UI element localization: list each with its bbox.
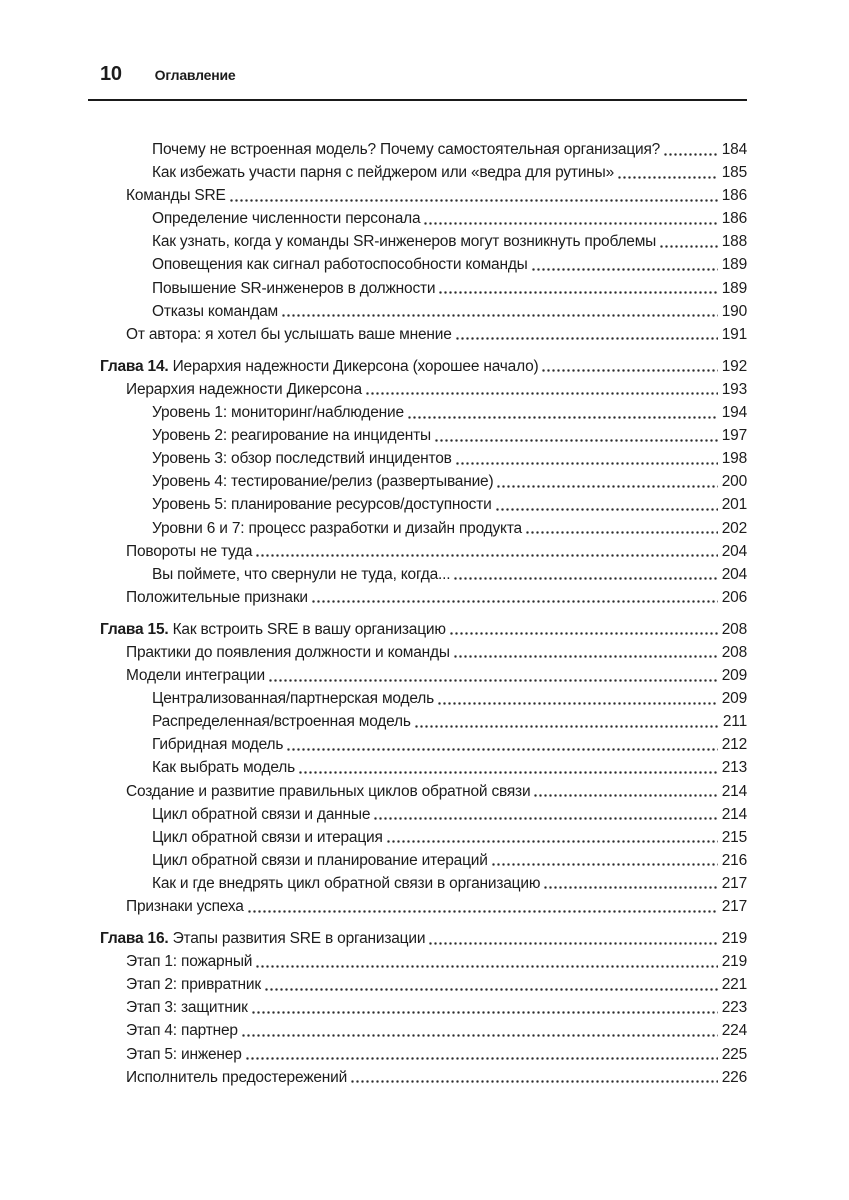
leader-dots xyxy=(455,323,718,346)
toc-entry-page-number: 214 xyxy=(721,782,747,800)
leader-dots xyxy=(251,996,718,1019)
leader-dots xyxy=(533,780,717,803)
toc-entry xyxy=(100,184,747,207)
toc-entry-title: Создание и развитие правильных циклов обратной связи xyxy=(126,782,531,800)
toc-entry-title: Глава 14. Иерархия надежности Дикерсона (хорошее начало) xyxy=(100,357,539,375)
toc-entry xyxy=(100,1019,747,1042)
leader-dots xyxy=(241,1019,718,1042)
toc-entry-page-number: 189 xyxy=(721,256,747,274)
leader-dots xyxy=(298,756,718,779)
chapter-number-prefix: Глава 15. xyxy=(100,620,173,638)
toc-entry-page-number: 212 xyxy=(721,736,747,754)
chapter-number-prefix: Глава 14. xyxy=(100,357,173,375)
toc-entry xyxy=(100,470,747,493)
leader-dots xyxy=(453,641,718,664)
leader-dots xyxy=(491,849,718,872)
toc-entry-page-number: 188 xyxy=(721,233,747,251)
toc-entry-page-number: 217 xyxy=(721,898,747,915)
leader-dots xyxy=(407,401,718,424)
leader-dots xyxy=(663,138,718,161)
toc-entry-title: Глава 16. Этапы развития SRE в организации xyxy=(100,930,426,948)
toc-entry xyxy=(100,664,747,687)
leader-dots xyxy=(414,710,719,733)
leader-dots xyxy=(617,161,718,184)
header-rule xyxy=(88,99,747,101)
toc-entry-title: Цикл обратной связи и итерация xyxy=(152,828,383,846)
toc-entry-page-number: 201 xyxy=(721,496,747,514)
leader-dots xyxy=(255,540,717,563)
toc-entry-page-number: 219 xyxy=(721,930,747,948)
toc-entry xyxy=(100,540,747,563)
leader-dots xyxy=(659,230,718,253)
toc-entry xyxy=(100,1043,747,1066)
toc-entry xyxy=(100,872,747,895)
toc-entry-title: Как выбрать модель xyxy=(152,759,295,777)
toc-entry-title: Цикл обратной связи и данные xyxy=(152,805,371,823)
leader-dots xyxy=(245,1043,718,1066)
leader-dots xyxy=(541,355,717,378)
toc-entry-title: Этап 2: привратник xyxy=(126,976,261,994)
leader-dots xyxy=(525,517,718,540)
leader-dots xyxy=(264,973,718,996)
toc-entry-title: От автора: я хотел бы услышать ваше мнение xyxy=(126,325,452,343)
toc-entry xyxy=(100,1066,747,1089)
toc-entry xyxy=(100,323,747,346)
toc-entry xyxy=(100,563,747,586)
leader-dots xyxy=(350,1066,718,1089)
toc-entry-page-number: 224 xyxy=(721,1022,747,1040)
leader-dots xyxy=(268,664,718,687)
leader-dots xyxy=(229,184,718,207)
folio-page-number: 10 xyxy=(100,63,122,85)
toc-entry-title: Глава 15. Как встроить SRE в вашу организацию xyxy=(100,620,446,638)
toc-entry xyxy=(100,253,747,276)
toc-entry-title: Команды SRE xyxy=(126,187,226,205)
toc-entry xyxy=(100,493,747,516)
toc-entry-page-number: 206 xyxy=(721,588,747,606)
toc-entry-page-number: 223 xyxy=(721,999,747,1017)
toc-entry-title: Отказы командам xyxy=(152,302,279,320)
toc-entry-title: Гибридная модель xyxy=(152,736,284,754)
toc-entry xyxy=(100,849,747,872)
toc-entry-page-number: 213 xyxy=(721,759,747,777)
page-header xyxy=(100,63,235,86)
toc-entry xyxy=(100,756,747,779)
toc-entry-title: Централизованная/партнерская модель xyxy=(152,690,434,708)
toc-entry-title: Признаки успеха xyxy=(126,898,244,915)
toc-entry-chapter xyxy=(100,618,747,641)
toc-entry-page-number: 202 xyxy=(721,519,747,537)
toc-entry-title: Этап 3: защитник xyxy=(126,999,248,1017)
leader-dots xyxy=(255,950,718,973)
toc-entry xyxy=(100,641,747,664)
toc-entry xyxy=(100,207,747,230)
leader-dots xyxy=(543,872,717,895)
toc-entry-title: Модели интеграции xyxy=(126,667,265,685)
leader-dots xyxy=(423,207,717,230)
toc-entry-chapter xyxy=(100,927,747,950)
chapter-number-prefix: Глава 16. xyxy=(100,930,173,948)
toc-entry-page-number: 204 xyxy=(721,542,747,560)
toc-entry-page-number: 186 xyxy=(721,210,747,228)
toc-entry xyxy=(100,733,747,756)
toc-entry-title: Уровень 3: обзор последствий инцидентов xyxy=(152,450,452,468)
toc-entry xyxy=(100,895,747,918)
toc-entry xyxy=(100,161,747,184)
toc-entry-page-number: 190 xyxy=(721,302,747,320)
leader-dots xyxy=(455,447,718,470)
toc-entry xyxy=(100,950,747,973)
toc-entry-title: Уровни 6 и 7: процесс разработки и дизайн продукта xyxy=(152,519,522,537)
toc-entry-title: Уровень 4: тестирование/релиз (развертывание) xyxy=(152,473,494,491)
toc-entry-title: Как узнать, когда у команды SR-инженеров могут возникнуть проблемы xyxy=(152,233,657,251)
toc-entry xyxy=(100,803,747,826)
leader-dots xyxy=(386,826,718,849)
toc-entry-page-number: 214 xyxy=(721,805,747,823)
toc-entry-page-number: 204 xyxy=(721,565,747,583)
toc-entry-title: Этап 1: пожарный xyxy=(126,953,253,971)
toc-entry xyxy=(100,378,747,401)
toc-entry-title: Вы поймете, что свернули не туда, когда... xyxy=(152,565,451,583)
toc-entry-title: Определение численности персонала xyxy=(152,210,421,228)
toc-entry-title: Положительные признаки xyxy=(126,588,308,606)
toc-entry-page-number: 186 xyxy=(721,187,747,205)
toc-entry-page-number: 216 xyxy=(721,851,747,869)
toc-entry-title: Распределенная/встроенная модель xyxy=(152,713,411,731)
leader-dots xyxy=(531,253,718,276)
toc-entry-chapter xyxy=(100,355,747,378)
leader-dots xyxy=(453,563,717,586)
toc-entry xyxy=(100,138,747,161)
toc-entry-page-number: 193 xyxy=(721,380,747,398)
toc-entry-page-number: 197 xyxy=(721,427,747,445)
leader-dots xyxy=(495,493,718,516)
toc-entry-title: Иерархия надежности Дикерсона xyxy=(126,380,362,398)
toc-entry xyxy=(100,401,747,424)
toc-entry-page-number: 209 xyxy=(721,690,747,708)
toc-entry-page-number: 200 xyxy=(721,473,747,491)
toc-entry-page-number: 221 xyxy=(721,976,747,994)
toc-entry xyxy=(100,973,747,996)
toc-entry-title: Как и где внедрять цикл обратной связи в организацию xyxy=(152,874,541,892)
toc-entry-title: Уровень 2: реагирование на инциденты xyxy=(152,427,431,445)
toc-entry xyxy=(100,996,747,1019)
toc-entry xyxy=(100,277,747,300)
toc-entry-title: Исполнитель предостережений xyxy=(126,1068,348,1086)
toc-entry-title: Этап 4: партнер xyxy=(126,1022,238,1040)
leader-dots xyxy=(496,470,717,493)
toc-entry xyxy=(100,230,747,253)
toc-entry-title: Повороты не туда xyxy=(126,542,253,560)
toc-entry xyxy=(100,517,747,540)
toc-entry-page-number: 219 xyxy=(721,953,747,971)
toc-entry-page-number: 184 xyxy=(721,141,747,158)
toc-entry xyxy=(100,586,747,609)
toc-entry-title: Почему не встроенная модель? Почему самостоятельная организация? xyxy=(152,141,661,158)
toc-entry-page-number: 208 xyxy=(721,643,747,661)
toc-entry-title: Уровень 5: планирование ресурсов/доступности xyxy=(152,496,492,514)
toc-entry-page-number: 211 xyxy=(722,713,747,731)
toc-entry xyxy=(100,447,747,470)
leader-dots xyxy=(438,277,717,300)
toc-entry-title: Этап 5: инженер xyxy=(126,1045,242,1063)
toc-entry-page-number: 189 xyxy=(721,279,747,297)
toc-entry-title: Уровень 1: мониторинг/наблюдение xyxy=(152,404,404,422)
toc-entry xyxy=(100,424,747,447)
toc-entry-page-number: 215 xyxy=(721,828,747,846)
toc-entry-title: Оповещения как сигнал работоспособности команды xyxy=(152,256,528,274)
leader-dots xyxy=(281,300,718,323)
toc-entry-page-number: 226 xyxy=(721,1068,747,1086)
toc-entry xyxy=(100,300,747,323)
toc-entry-page-number: 198 xyxy=(721,450,747,468)
leader-dots xyxy=(428,927,717,950)
toc-entry-page-number: 192 xyxy=(721,357,747,375)
leader-dots xyxy=(247,895,718,918)
leader-dots xyxy=(434,424,718,447)
toc-entry xyxy=(100,826,747,849)
leader-dots xyxy=(449,618,718,641)
running-head-title: Оглавление xyxy=(154,67,236,83)
toc-list xyxy=(100,138,747,1089)
toc-entry-page-number: 185 xyxy=(721,164,747,182)
leader-dots xyxy=(365,378,718,401)
toc-entry-title: Цикл обратной связи и планирование итераций xyxy=(152,851,488,869)
toc-entry-page-number: 191 xyxy=(721,325,747,343)
toc-entry-title: Повышение SR-инженеров в должности xyxy=(152,279,436,297)
leader-dots xyxy=(286,733,717,756)
toc-entry-page-number: 217 xyxy=(721,874,747,892)
toc-entry-title: Практики до появления должности и команды xyxy=(126,643,450,661)
toc-entry-page-number: 194 xyxy=(721,404,747,422)
leader-dots xyxy=(373,803,717,826)
toc-entry xyxy=(100,710,747,733)
toc-entry xyxy=(100,687,747,710)
toc-entry-page-number: 208 xyxy=(721,620,747,638)
toc-entry-title: Как избежать участи парня с пейджером или «ведра для рутины» xyxy=(152,164,615,182)
leader-dots xyxy=(437,687,718,710)
toc-entry xyxy=(100,780,747,803)
leader-dots xyxy=(311,586,718,609)
toc-entry-page-number: 225 xyxy=(721,1045,747,1063)
toc-entry-page-number: 209 xyxy=(721,667,747,685)
